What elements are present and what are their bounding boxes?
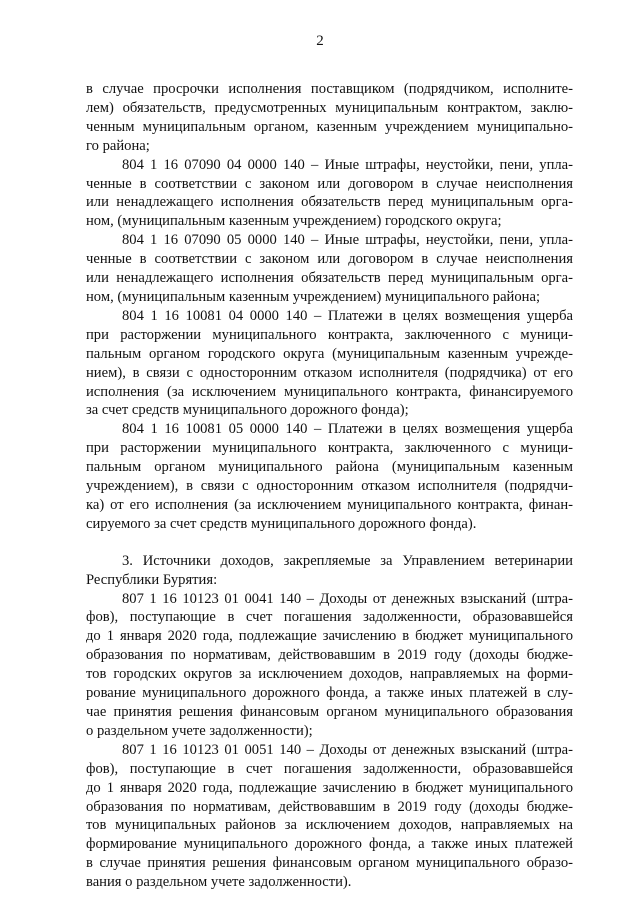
text-line: при расторжении муниципального контракта, заключенного с муници- (86, 440, 573, 457)
text-line: о раздельном учете задолженности); (86, 722, 313, 739)
text-line: нием), в связи с односторонним отказом исполнителя (подрядчика) от его (86, 364, 573, 381)
text-line: ном, (муниципальным казенным учреждением) муниципального района; (86, 288, 541, 305)
text-line: Республики Бурятия: (86, 571, 218, 588)
text-line: при расторжении муниципального контракта, заключенного с муници- (86, 326, 573, 343)
text-line: пальным органом городского округа (муниципальным казенным учрежде- (86, 345, 573, 362)
paragraph-section-3 (86, 552, 573, 590)
text-line: до 1 января 2020 года, подлежащие зачислению в бюджет муниципального (86, 779, 573, 796)
text-line: в случае просрочки исполнения поставщиком (подрядчиком, исполните- (86, 81, 573, 97)
text-line: тов муниципальных районов за исключением доходов, направляемых на (86, 817, 573, 834)
text-line: ченные в соответствии с законом или договором в случае неисполнения (86, 251, 573, 268)
text-line: ченным муниципальным органом, казенным учреждением муниципально- (86, 118, 573, 135)
text-line: сируемого за счет средств муниципального дорожного фонда). (86, 515, 477, 532)
text-line: чае принятия решения финансовым органом муниципального образования (86, 704, 573, 720)
text-line: лем) обязательств, предусмотренных муниципальным контрактом, заклю- (86, 99, 573, 116)
text-line: ченные в соответствии с законом или договором в случае неисполнения (86, 175, 573, 192)
text-line: формирование муниципального дорожного фонда, а также иных платежей (86, 836, 573, 853)
paragraph-804-07090-04 (86, 156, 573, 232)
page-number: 2 (316, 33, 324, 49)
paragraph-804-10081-04 (86, 307, 573, 420)
text-line: ка) от его исполнения (за исключением муниципального контракта, финан- (86, 496, 573, 513)
text-line: образования по нормативам, действовавшим в 2019 году (доходы бюдже- (86, 647, 573, 664)
text-line: за счет средств муниципального дорожного фонда); (86, 402, 409, 419)
paragraph-807-10123-0041 (86, 590, 573, 741)
text-line: вания о раздельном учете задолженности). (86, 874, 352, 891)
text-line: учреждением), в связи с односторонним отказом исполнителя (подрядчи- (86, 478, 573, 495)
text-line: 807 1 16 10123 01 0041 140 – Доходы от денежных взысканий (штра- (122, 590, 573, 607)
text-line: исполнения (за исключением муниципального контракта, финансируемого (86, 383, 573, 400)
text-line: до 1 января 2020 года, подлежащие зачислению в бюджет муниципального (86, 628, 573, 645)
text-line: го района; (86, 137, 150, 154)
text-line: образования по нормативам, действовавшим в 2019 году (доходы бюдже- (86, 798, 573, 815)
text-line: 804 1 16 10081 04 0000 140 – Платежи в целях возмещения ущерба (122, 307, 573, 324)
text-line: или ненадлежащего исполнения обязательств перед муниципальным орга- (86, 194, 573, 211)
text-line: рование муниципального дорожного фонда, а также иных платежей в слу- (86, 685, 573, 702)
text-line: пальным органом муниципального района (муниципальным казенным (86, 459, 573, 476)
text-line: фов), поступающие в счет погашения задолженности, образовавшейся (86, 609, 573, 626)
text-line: ном, (муниципальным казенным учреждением) городского округа; (86, 213, 502, 230)
text-line: 3. Источники доходов, закрепляемые за Управлением ветеринарии (122, 552, 573, 569)
paragraph-804-10081-05 (86, 420, 573, 533)
text-line: фов), поступающие в счет погашения задолженности, образовавшейся (86, 760, 573, 777)
paragraph-807-10123-0051 (86, 741, 573, 892)
section-gap (86, 534, 573, 552)
text-line: или ненадлежащего исполнения обязательств перед муниципальным орга- (86, 270, 573, 287)
document-body (86, 80, 573, 892)
text-line: 804 1 16 07090 05 0000 140 – Иные штрафы, неустойки, пени, упла- (122, 232, 573, 249)
text-line: 804 1 16 10081 05 0000 140 – Платежи в целях возмещения ущерба (122, 421, 573, 438)
paragraph-804-07090-05 (86, 231, 573, 307)
paragraph-continuation (86, 80, 573, 156)
text-line: 807 1 16 10123 01 0051 140 – Доходы от денежных взысканий (штра- (122, 741, 573, 758)
text-line: 804 1 16 07090 04 0000 140 – Иные штрафы, неустойки, пени, упла- (122, 156, 573, 173)
text-line: тов городских округов за исключением доходов, направляемых на форми- (86, 666, 573, 683)
text-line: в случае принятия решения финансовым органом муниципального образо- (86, 855, 573, 872)
